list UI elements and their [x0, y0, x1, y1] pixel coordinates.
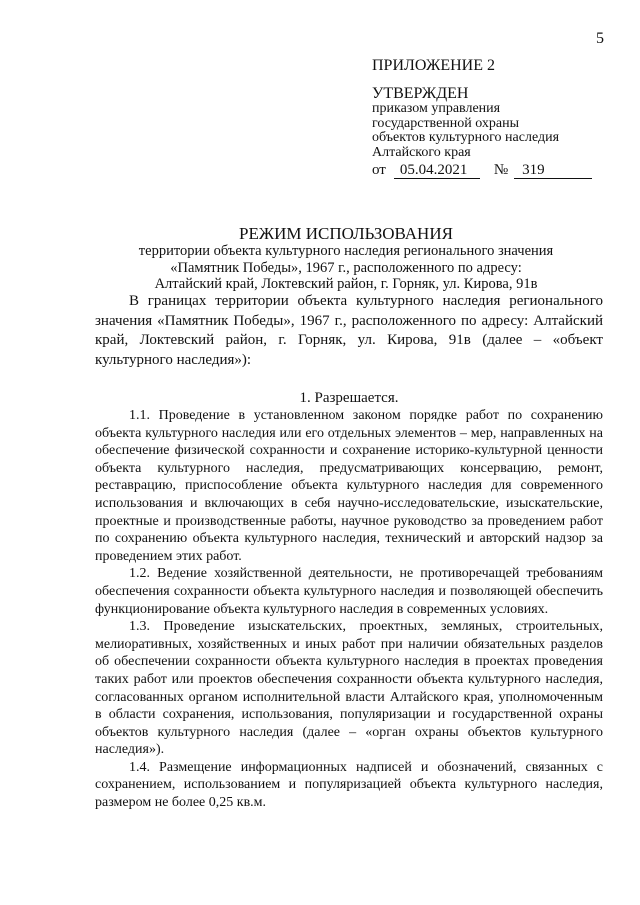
number-prefix: №: [493, 162, 509, 178]
section-title: 1. Разрешается.: [299, 390, 399, 406]
approved-label: УТВЕРЖДЕН: [372, 85, 469, 102]
intro-paragraph: В границах территории объекта культурного наследия регионального значения «Памятник Победы», 1967 г., расположенного по адресу: Алтайский край, Локтевский район, г. Горняк, ул. Кирова, 91в (далее – «объект культурного наследия»):: [95, 293, 603, 368]
subtitle-line: «Памятник Победы», 1967 г., расположенного по адресу:: [170, 259, 522, 276]
approved-by-line: объектов культурного наследия: [372, 130, 560, 145]
clause-paragraph: 1.4. Размещение информационных надписей и обозначений, связанных с сохранением, использованием и популяризацией объекта культурного наследия, размером не более 0,25 кв.м.: [95, 759, 603, 811]
page-number: 5: [596, 30, 604, 47]
subtitle-line: Алтайский край, Локтевский район, г. Горняк, ул. Кирова, 91в: [154, 276, 538, 292]
document-heading: [96, 224, 596, 293]
clause-paragraph: 1.2. Ведение хозяйственной деятельности, не противоречащей требованиям обеспечения сохранности объекта культурного наследия и позволяющей обеспечить функционирование объекта культурного наследия в современных условиях.: [95, 566, 603, 617]
document-body: [95, 292, 603, 812]
clause-paragraph: 1.1. Проведение в установленном законом порядке работ по сохранению объекта культурного наследия или его отдельных элементов – мер, направленных на обеспечение физической сохранности и сохранение историко-культурной ценности объекта культурного наследия, предусматривающих консервацию, ремонт, реставрацию, приспособление объекта культурного наследия для современного использования и включающих в себя научно-исследовательские, изыскательские, проектные и производственные работы, научное руководство за проведением работ по сохранению объекта культурного наследия, технический и авторский надзор за проведением этих работ.: [95, 408, 603, 564]
document-title: РЕЖИМ ИСПОЛЬЗОВАНИЯ: [239, 224, 453, 243]
subtitle-line: территории объекта культурного наследия регионального значения: [138, 243, 554, 259]
clause-paragraph: 1.3. Проведение изыскательских, проектных, земляных, строительных, мелиоративных, хозяйственных и иных работ при наличии обязательных разделов об обеспечении сохранности объекта культурного наследия в проектах проведения таких работ или проектов обеспечения сохранности объекта культурного наследия, согласованных органом исполнительной власти Алтайского края, уполномоченным в области сохранения, использования, популяризации и государственной охраны объектов культурного наследия (далее – «орган охраны объектов культурного наследия»).: [95, 619, 603, 758]
approval-block: [372, 57, 622, 179]
order-date-number: [372, 162, 622, 179]
order-date: 05.04.2021: [394, 163, 480, 179]
date-prefix: от: [372, 162, 386, 178]
approved-by-line: приказом управления: [372, 101, 501, 116]
approved-by-line: Алтайского края: [372, 144, 471, 160]
order-number: 319: [514, 163, 592, 179]
appendix-title: ПРИЛОЖЕНИЕ 2: [372, 57, 496, 74]
approved-by-line: государственной охраны: [372, 115, 520, 131]
